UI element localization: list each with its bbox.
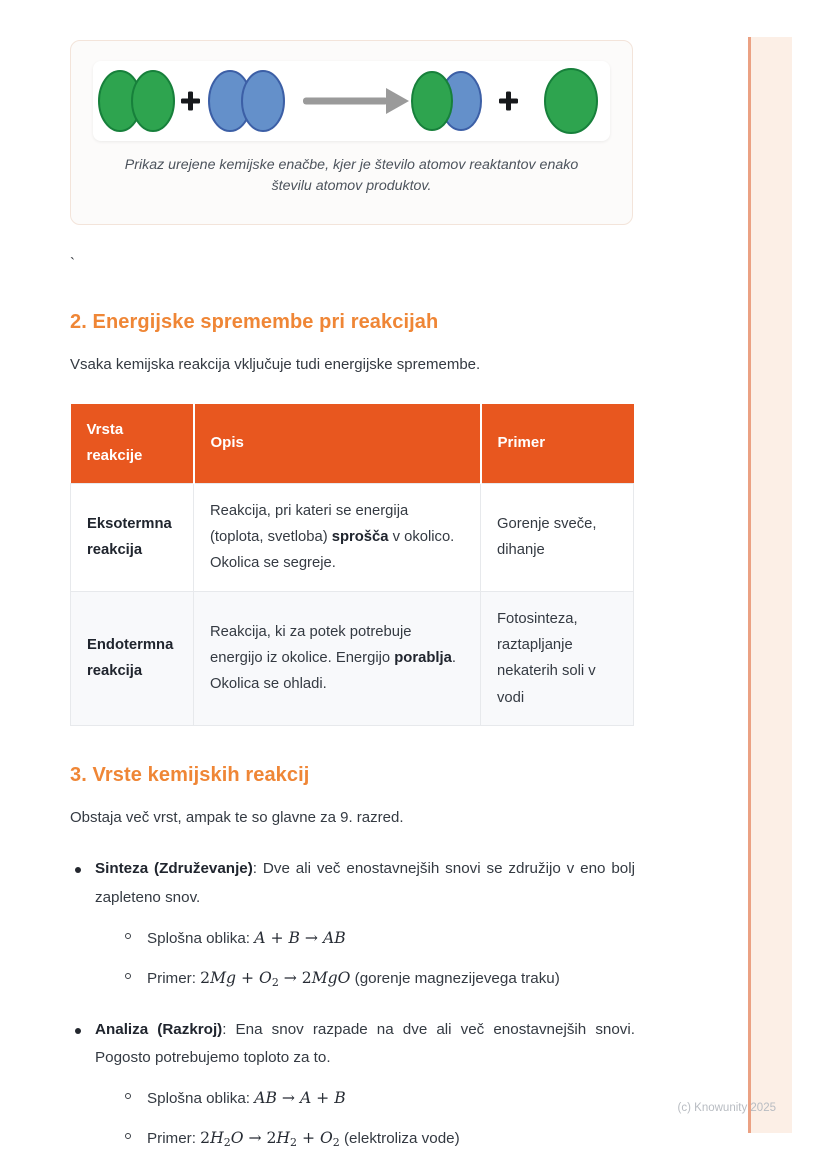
green-blue-molecule-icon bbox=[412, 72, 481, 130]
bullet-term: Analiza (Razkroj) bbox=[95, 1020, 223, 1038]
sub-bullet-icon bbox=[125, 973, 131, 979]
section-heading-reaction-kinds: 3. Vrste kemijskih reakcij bbox=[70, 763, 310, 786]
math-formula: A + B → AB bbox=[254, 928, 346, 947]
plus-icon bbox=[181, 92, 200, 111]
reaction-types-table bbox=[70, 404, 634, 726]
cell-reaction-type: Endotermna reakcija bbox=[71, 591, 194, 725]
cell-description: Reakcija, ki za potek potrebuje energijo iz okolice. Energijo porablja. Okolica se ohladi. bbox=[194, 591, 481, 725]
list-item-synthesis bbox=[70, 855, 635, 991]
green-molecule-icon bbox=[99, 71, 174, 131]
analysis-sub-list bbox=[95, 1086, 635, 1152]
list-item-analysis bbox=[70, 1016, 635, 1152]
blue-molecule-icon bbox=[209, 71, 284, 131]
bullet-text: : Ena snov razpade na dve ali več enostavnejših snovi. Pogosto potrebujemo toploto za to. bbox=[95, 1020, 635, 1066]
reaction-arrow-icon bbox=[303, 88, 409, 114]
cell-example: Gorenje sveče, dihanje bbox=[481, 483, 634, 591]
sub-item-general-form bbox=[122, 1086, 635, 1111]
table-row-exothermic bbox=[71, 483, 634, 591]
synthesis-sub-list bbox=[95, 926, 635, 992]
column-header-description: Opis bbox=[194, 404, 481, 483]
sub-item-label: Primer: bbox=[147, 969, 201, 987]
section-intro: Vsaka kemijska reakcija vključuje tudi energijske spremembe. bbox=[70, 355, 481, 373]
column-header-example: Primer bbox=[481, 404, 634, 483]
bullet-icon bbox=[75, 867, 81, 873]
bullet-term: Sinteza (Združevanje) bbox=[95, 860, 253, 878]
sub-item-example bbox=[122, 1126, 635, 1152]
sub-item-example bbox=[122, 966, 635, 992]
balanced-equation-illustration bbox=[93, 61, 610, 141]
math-formula: AB → A + B bbox=[254, 1088, 346, 1107]
cell-example: Fotosinteza, raztapljanje nekaterih soli v vodi bbox=[481, 591, 634, 725]
sub-item-suffix: (elektroliza vode) bbox=[339, 1130, 460, 1148]
sub-item-suffix: (gorenje magnezijevega traku) bbox=[350, 969, 560, 987]
green-atom-icon bbox=[545, 69, 597, 133]
bullet-text: : Dve ali več enostavnejših snovi se združijo v eno bolj zapleteno snov. bbox=[95, 860, 636, 906]
table-header-row bbox=[71, 404, 634, 483]
document-page bbox=[70, 0, 635, 1176]
sub-bullet-icon bbox=[125, 1093, 131, 1099]
section-intro: Obstaja več vrst, ampak te so glavne za 9. razred. bbox=[70, 808, 404, 826]
figure-caption: Prikaz urejene kemijske enačbe, kjer je število atomov reaktantov enako številu atomov produktov. bbox=[124, 157, 579, 195]
sub-item-label: Splošna oblika: bbox=[147, 929, 255, 947]
table-row-endothermic bbox=[71, 591, 634, 725]
cell-description: Reakcija, pri kateri se energija (toplota, svetloba) sprošča v okolico. Okolica se segreje. bbox=[194, 483, 481, 591]
sub-item-label: Splošna oblika: bbox=[147, 1089, 255, 1107]
section-heading-energy-changes: 2. Energijske spremembe pri reakcijah bbox=[70, 310, 439, 333]
math-formula: 2Mg + O2 → 2MgO bbox=[200, 968, 351, 989]
sub-item-label: Primer: bbox=[147, 1130, 201, 1148]
math-formula: 2H2O → 2H2 + O2 bbox=[200, 1129, 340, 1150]
sub-item-general-form bbox=[122, 926, 635, 951]
right-margin-stripe bbox=[748, 37, 792, 1133]
sub-bullet-icon bbox=[125, 933, 131, 939]
molecule-diagram bbox=[93, 61, 610, 141]
copyright-watermark: (c) Knowunity 2025 bbox=[677, 1102, 776, 1114]
sub-bullet-icon bbox=[125, 1133, 131, 1139]
bullet-icon bbox=[75, 1028, 81, 1034]
equation-figure-card bbox=[70, 40, 633, 225]
plus-icon bbox=[499, 92, 518, 111]
stray-backtick: ` bbox=[70, 254, 75, 272]
reaction-kinds-list bbox=[70, 855, 635, 1151]
cell-reaction-type: Eksotermna reakcija bbox=[71, 483, 194, 591]
column-header-type: Vrsta reakcije bbox=[71, 404, 194, 483]
